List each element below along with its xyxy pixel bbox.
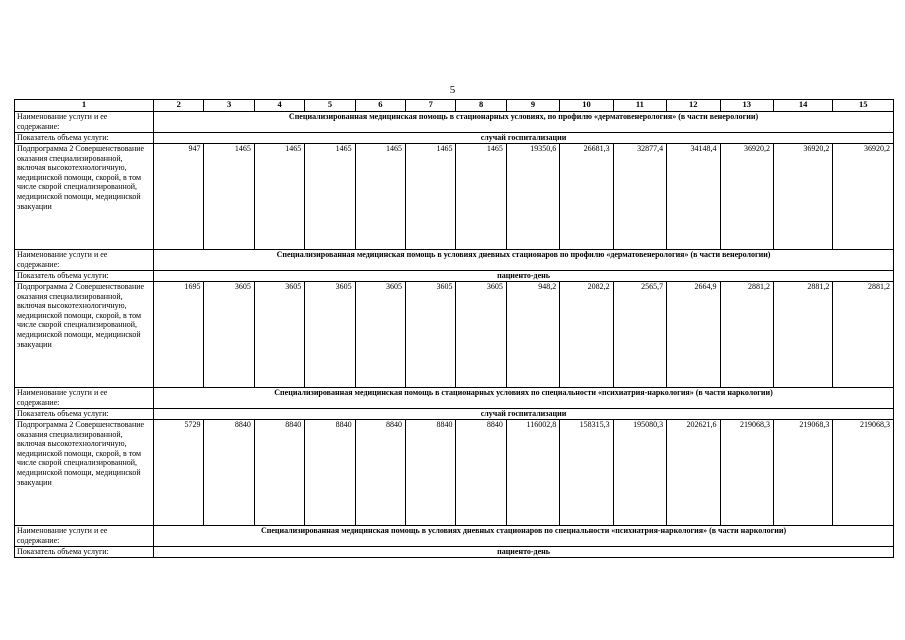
value-cell: 26681,3 [560,144,613,250]
value-cell: 195080,3 [613,420,666,526]
indicator-label: Показатель объема услуги: [15,547,154,558]
value-cell: 34148,4 [667,144,720,250]
value-cell: 36920,2 [833,144,894,250]
column-header-10: 10 [560,100,613,112]
indicator-unit: пациенто-день [154,547,894,558]
value-cell: 948,2 [506,282,559,388]
plan-table [14,99,894,558]
column-header-1: 1 [15,100,154,112]
value-cell: 1465 [254,144,304,250]
value-cell: 5729 [154,420,204,526]
value-cell: 3605 [254,282,304,388]
value-cell: 8840 [254,420,304,526]
column-header-5: 5 [305,100,355,112]
column-header-2: 2 [154,100,204,112]
value-cell: 1695 [154,282,204,388]
service-name: Специализированная медицинская помощь в условиях дневных стационаров по специальности «психиатрия-наркология» (в части наркологии) [154,526,894,547]
value-cell: 19350,6 [506,144,559,250]
program-data-row [15,144,894,250]
value-cell: 2565,7 [613,282,666,388]
value-cell: 3605 [305,282,355,388]
column-header-7: 7 [406,100,456,112]
value-cell: 1465 [204,144,254,250]
service-name-label: Наименование услуги и ее содержание: [15,250,154,271]
indicator-row [15,547,894,558]
value-cell: 2082,2 [560,282,613,388]
value-cell: 2664,9 [667,282,720,388]
indicator-label: Показатель объема услуги: [15,271,154,282]
column-header-11: 11 [613,100,666,112]
indicator-label: Показатель объема услуги: [15,133,154,144]
value-cell: 116002,8 [506,420,559,526]
value-cell: 219068,3 [773,420,832,526]
value-cell: 8840 [406,420,456,526]
column-header-14: 14 [773,100,832,112]
value-cell: 8840 [456,420,506,526]
service-name-row [15,112,894,133]
value-cell: 1465 [456,144,506,250]
value-cell: 1465 [406,144,456,250]
value-cell: 8840 [355,420,405,526]
service-name: Специализированная медицинская помощь в стационарных условиях по специальности «психиатрия-наркология» (в части наркологии) [154,388,894,409]
program-data-row [15,420,894,526]
indicator-unit: пациенто-день [154,271,894,282]
value-cell: 219068,3 [720,420,773,526]
program-description: Подпрограмма 2 Совершенствование оказания специализированной, включая высокотехнологичную, медицинской помощи, скорой, в том числе скорой специализированной, медицинской помощи, медицинской эвакуации [15,282,154,388]
service-name-row [15,388,894,409]
indicator-unit: случай госпитализации [154,133,894,144]
value-cell: 3605 [204,282,254,388]
value-cell: 3605 [355,282,405,388]
value-cell: 2881,2 [720,282,773,388]
service-name-row [15,250,894,271]
indicator-row [15,133,894,144]
value-cell: 3605 [456,282,506,388]
header-row [15,100,894,112]
column-header-3: 3 [204,100,254,112]
indicator-unit: случай госпитализации [154,409,894,420]
value-cell: 158315,3 [560,420,613,526]
program-description: Подпрограмма 2 Совершенствование оказания специализированной, включая высокотехнологичную, медицинской помощи, скорой, в том числе скорой специализированной, медицинской помощи, медицинской эвакуации [15,144,154,250]
indicator-row [15,409,894,420]
value-cell: 202621,6 [667,420,720,526]
column-header-9: 9 [506,100,559,112]
value-cell: 2881,2 [833,282,894,388]
service-name-label: Наименование услуги и ее содержание: [15,388,154,409]
program-description: Подпрограмма 2 Совершенствование оказания специализированной, включая высокотехнологичную, медицинской помощи, скорой, в том числе скорой специализированной, медицинской помощи, медицинской эвакуации [15,420,154,526]
column-header-12: 12 [667,100,720,112]
value-cell: 36920,2 [773,144,832,250]
program-data-row [15,282,894,388]
indicator-row [15,271,894,282]
column-header-4: 4 [254,100,304,112]
column-header-8: 8 [456,100,506,112]
value-cell: 1465 [305,144,355,250]
indicator-label: Показатель объема услуги: [15,409,154,420]
value-cell: 219068,3 [833,420,894,526]
service-name-label: Наименование услуги и ее содержание: [15,526,154,547]
column-header-13: 13 [720,100,773,112]
service-name: Специализированная медицинская помощь в условиях дневных стационаров по профилю «дерматовенерология» (в части венерологии) [154,250,894,271]
value-cell: 947 [154,144,204,250]
column-header-15: 15 [833,100,894,112]
service-name-row [15,526,894,547]
service-name-label: Наименование услуги и ее содержание: [15,112,154,133]
value-cell: 8840 [204,420,254,526]
column-header-6: 6 [355,100,405,112]
value-cell: 1465 [355,144,405,250]
page-number: 5 [449,84,456,96]
value-cell: 32877,4 [613,144,666,250]
service-name: Специализированная медицинская помощь в стационарных условиях, по профилю «дерматовенерология» (в части венерологии) [154,112,894,133]
value-cell: 3605 [406,282,456,388]
value-cell: 8840 [305,420,355,526]
value-cell: 36920,2 [720,144,773,250]
value-cell: 2881,2 [773,282,832,388]
